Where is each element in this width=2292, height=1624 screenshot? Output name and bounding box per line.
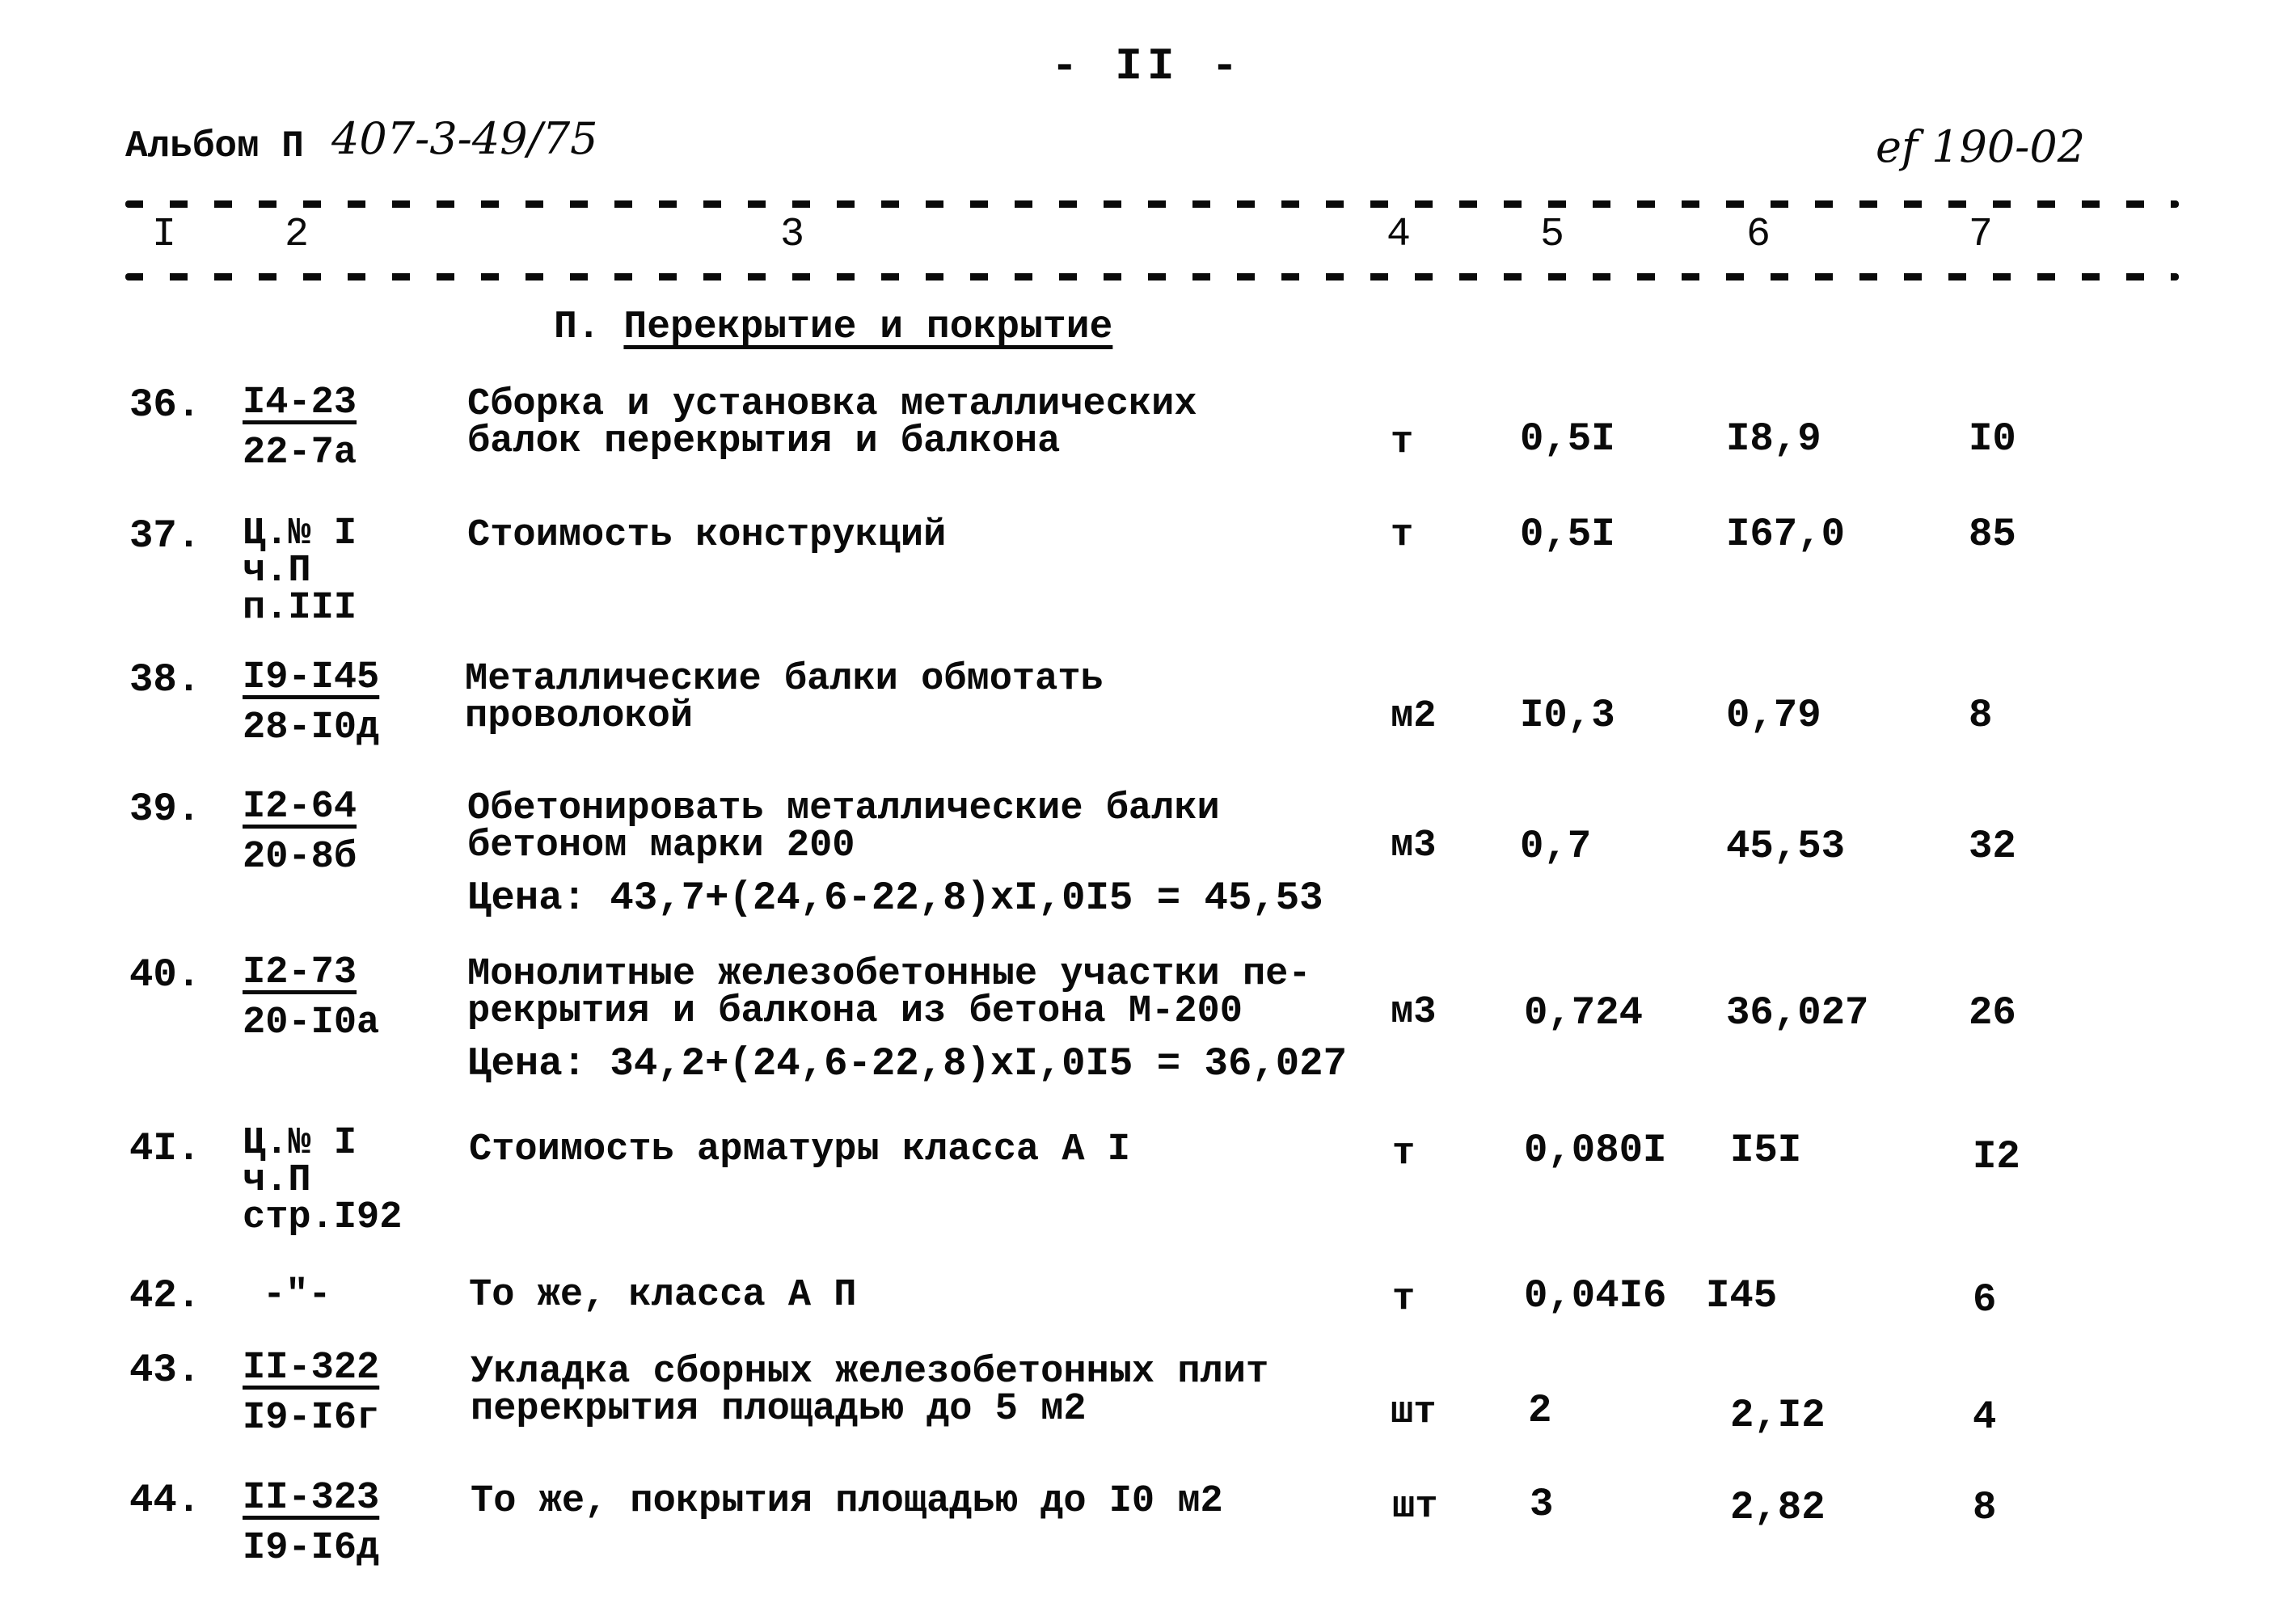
norm-code-bottom: I9-I6д [243, 1527, 380, 1570]
unit-price: 2,I2 [1730, 1393, 1826, 1438]
unit: м3 [1391, 991, 1437, 1034]
description-line: рекрытия и балкона из бетона М-200 [467, 990, 1243, 1033]
price-reference [243, 1122, 403, 1239]
unit-price: I8,9 [1726, 416, 1821, 462]
norm-code [243, 378, 357, 479]
total-cost: 8 [1969, 693, 1993, 738]
reference-line: Ц.№ I [243, 513, 357, 555]
quantity: 0,7 [1520, 824, 1592, 869]
description-line: То же, класса А П [469, 1274, 857, 1317]
row-number: 37. [129, 513, 201, 559]
page-number: - II - [1051, 40, 1243, 92]
work-description [471, 1351, 1269, 1431]
norm-code [243, 1343, 379, 1444]
description-line: Сборка и установка металлических [467, 383, 1197, 426]
work-description [467, 383, 1197, 463]
norm-code-top: I2-73 [243, 951, 357, 994]
norm-code-top: II-322 [243, 1347, 380, 1390]
description-line: проволокой [465, 695, 694, 738]
row-number: 40. [129, 952, 201, 998]
norm-code [243, 782, 357, 883]
description-line: балок перекрытия и балкона [467, 420, 1061, 463]
work-description [467, 953, 1311, 1033]
description-line: Монолитные железобетонные участки пе- [467, 953, 1311, 996]
description-line: перекрытия площадью до 5 м2 [471, 1388, 1087, 1431]
unit: т [1392, 1278, 1416, 1321]
work-description [465, 658, 1104, 738]
norm-code-top: II-323 [243, 1477, 380, 1520]
description-line: Стоимость арматуры класса А I [469, 1128, 1130, 1171]
column-header-1: I [152, 212, 177, 258]
quantity: 0,5I [1520, 416, 1615, 462]
unit: т [1391, 421, 1414, 464]
unit-price: I45 [1706, 1273, 1778, 1318]
norm-code [243, 1474, 379, 1574]
norm-code-bottom: 20-I0a [243, 1002, 380, 1044]
norm-code-bottom: 22-7a [243, 432, 357, 475]
total-cost: 85 [1969, 512, 2016, 557]
unit-price: I67,0 [1726, 512, 1846, 557]
column-header-5: 5 [1540, 212, 1565, 258]
norm-code-top: I9-I45 [243, 656, 380, 699]
work-description [469, 1274, 857, 1317]
total-cost: 26 [1969, 990, 2016, 1036]
album-label: Альбом П [125, 125, 304, 167]
description-line: Обетонировать металлические балки [467, 787, 1220, 830]
section-prefix: П. [554, 306, 601, 349]
norm-code-top: I4-23 [243, 382, 357, 424]
unit-price: I5I [1730, 1128, 1802, 1173]
description-line: Укладка сборных железобетонных плит [471, 1351, 1269, 1394]
section-title [554, 306, 1112, 349]
total-cost: 32 [1969, 824, 2016, 869]
unit: шт [1391, 1391, 1437, 1434]
column-header-6: 6 [1746, 212, 1771, 258]
reference-line: стр.I92 [243, 1196, 403, 1239]
quantity: 0,724 [1524, 990, 1644, 1036]
header-bottom-dashed-rule [125, 273, 2179, 281]
unit: шт [1392, 1486, 1438, 1529]
unit: м2 [1391, 695, 1437, 738]
unit: м3 [1391, 825, 1437, 867]
row-number: 39. [129, 787, 201, 832]
unit: т [1392, 1133, 1416, 1175]
norm-code-bottom: 20-8б [243, 836, 357, 879]
norm-code-bottom: I9-I6г [243, 1397, 380, 1440]
description-line: Металлические балки обмотать [465, 658, 1104, 701]
norm-code [243, 948, 379, 1048]
unit-price: 45,53 [1726, 824, 1846, 869]
quantity: 0,5I [1520, 512, 1615, 557]
quantity: 0,080I [1524, 1128, 1667, 1173]
section-title-text: Перекрытие и покрытие [623, 306, 1113, 349]
row-number: 43. [129, 1348, 201, 1393]
unit-price: 36,027 [1726, 990, 1869, 1036]
reference-line: Ц.№ I [243, 1122, 357, 1165]
sheet-code-handwritten: ef 190-02 [1876, 121, 2086, 172]
work-description [467, 514, 947, 557]
column-header-2: 2 [285, 212, 310, 258]
norm-code-top: I2-64 [243, 786, 357, 829]
row-number: 4I. [129, 1126, 201, 1171]
quantity: I0,3 [1520, 693, 1615, 738]
row-number: 36. [129, 382, 201, 428]
description-line: То же, покрытия площадью до I0 м2 [471, 1480, 1223, 1523]
quantity: 2 [1528, 1388, 1552, 1433]
work-description [467, 787, 1220, 867]
unit-price: 2,82 [1730, 1485, 1826, 1530]
work-description [471, 1480, 1223, 1523]
column-header-4: 4 [1387, 212, 1412, 258]
column-header-7: 7 [1969, 212, 1994, 258]
reference-line: ч.П [243, 1159, 311, 1202]
norm-code-bottom: 28-I0д [243, 707, 380, 749]
column-header-3: 3 [780, 212, 805, 258]
norm-code [243, 653, 379, 753]
quantity: 3 [1530, 1482, 1554, 1527]
quantity: 0,04I6 [1524, 1273, 1667, 1318]
row-number: 42. [129, 1273, 201, 1318]
row-number: 38. [129, 657, 201, 702]
reference-line: п.III [243, 587, 357, 630]
header-top-dashed-rule [125, 200, 2179, 208]
price-calculation-note: Цена: 43,7+(24,6-22,8)xI,0I5 = 45,53 [467, 875, 1323, 921]
description-line: Стоимость конструкций [467, 514, 947, 557]
total-cost: 6 [1973, 1277, 1997, 1322]
total-cost: 4 [1973, 1394, 1997, 1440]
album-code-handwritten: 407-3-49/75 [331, 113, 598, 164]
unit: т [1391, 514, 1414, 557]
total-cost: I2 [1973, 1134, 2020, 1179]
total-cost: 8 [1973, 1485, 1997, 1530]
total-cost: I0 [1969, 416, 2016, 462]
price-reference [243, 513, 357, 630]
row-number: 44. [129, 1478, 201, 1523]
unit-price: 0,79 [1726, 693, 1821, 738]
reference-line: ч.П [243, 550, 311, 593]
ditto-mark: -"- [263, 1274, 331, 1317]
price-calculation-note: Цена: 34,2+(24,6-22,8)xI,0I5 = 36,027 [467, 1041, 1347, 1086]
work-description [469, 1128, 1130, 1171]
description-line: бетоном марки 200 [467, 825, 855, 867]
